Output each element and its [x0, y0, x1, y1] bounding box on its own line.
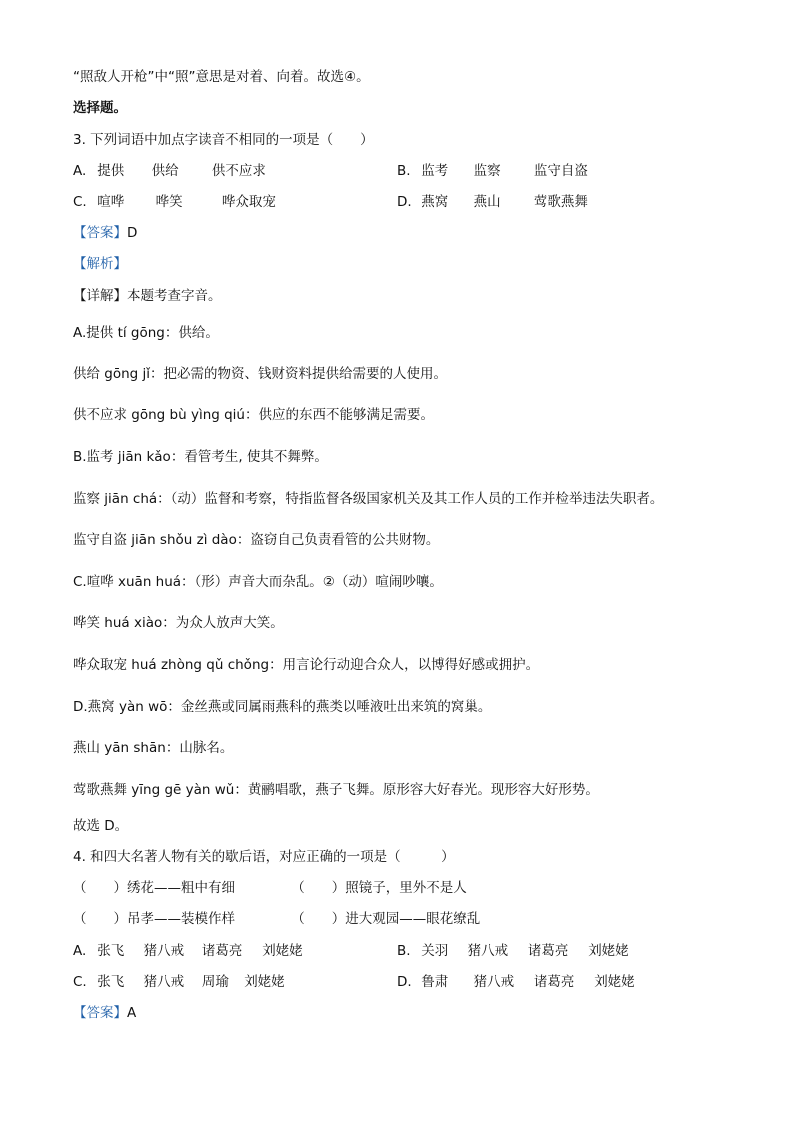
explanation-line: 哗笑 huá xiào：为众人放声大笑。: [73, 615, 284, 631]
detail-tag: 【详解】: [73, 288, 127, 304]
q3-option-c: C. 喧哗 哗笑 哗众取宠: [73, 194, 276, 210]
explanation-line: B.监考 jiān kǎo：看管考生, 使其不舞弊。: [73, 449, 328, 465]
explanation-line: A.提供 tí gōng：供给。: [73, 325, 219, 341]
q4-blank-item: （ ）吊孝——装模作样: [73, 911, 235, 927]
q4-blank-row: [73, 879, 467, 897]
q3-option-a: A. 提供 供给 供不应求: [73, 163, 266, 179]
explanation-line: 监守自盗 jiān shǒu zì dào：盗窃自己负责看管的公共财物。: [73, 532, 440, 548]
detail-text: 本题考查字音。: [127, 288, 222, 304]
q3-option-d: D. 燕窝 燕山 莺歌燕舞: [397, 194, 588, 210]
explanation-line: 燕山 yān shān：山脉名。: [73, 740, 234, 756]
q4-blank-item: （ ）绣花——粗中有细: [73, 880, 235, 896]
q4-stem: 4. 和四大名著人物有关的歇后语，对应正确的一项是（ ）: [73, 849, 455, 865]
q4-blank-item: （ ）进大观园——眼花缭乱: [291, 911, 481, 927]
explanation-line: 监察 jiān chá：（动）监督和考察，特指监督各级国家机关及其工作人员的工作并检举违法失职者。: [73, 491, 664, 507]
answer-tag: 【答案】: [73, 1005, 127, 1021]
q4-option-c: C. 张飞 猪八戒 周瑜 刘姥姥: [73, 974, 285, 990]
q3-detail: [73, 287, 222, 305]
intro-line: “照敌人开枪”中“照”意思是对着、向着。故选④。: [73, 69, 370, 85]
q3-stem: 3. 下列词语中加点字读音不相同的一项是（ ）: [73, 132, 374, 148]
explanation-line: C.喧哗 xuān huá：（形）声音大而杂乱。②（动）喧闹吵嚷。: [73, 574, 443, 590]
answer-value: A: [127, 1005, 137, 1021]
section-title: 选择题。: [73, 100, 127, 116]
explanation-line: 莺歌燕舞 yīng gē yàn wǔ：黄鹂唱歌，燕子飞舞。原形容大好春光。现形容大好形势。: [73, 782, 599, 798]
explanation-line: 哗众取宠 huá zhòng qǔ chǒng：用言论行动迎合众人，以博得好感或拥护。: [73, 657, 540, 673]
q4-option-a: A. 张飞 猪八戒 诸葛亮 刘姥姥: [73, 943, 303, 959]
q4-answer: [73, 1004, 136, 1022]
explanation-line: 供给 gōng jǐ：把必需的物资、钱财资料提供给需要的人使用。: [73, 366, 448, 382]
answer-value: D: [127, 225, 138, 241]
q4-blank-row: [73, 910, 480, 928]
q3-answer: [73, 224, 137, 242]
explanation-line: 供不应求 gōng bù yìng qiú：供应的东西不能够满足需要。: [73, 407, 434, 423]
q3-option-b: B. 监考 监察 监守自盗: [397, 163, 588, 179]
answer-tag: 【答案】: [73, 225, 127, 241]
q4-option-b: B. 关羽 猪八戒 诸葛亮 刘姥姥: [397, 943, 629, 959]
q4-blank-item: （ ）照镜子，里外不是人: [291, 880, 467, 896]
explanation-line: D.燕窝 yàn wō：金丝燕或同属雨燕科的燕类以唾液吐出来筑的窝巢。: [73, 699, 492, 715]
q3-conclusion: 故选 D。: [73, 818, 129, 834]
analysis-tag: 【解析】: [73, 256, 127, 272]
q4-option-d: D. 鲁肃 猪八戒 诸葛亮 刘姥姥: [397, 974, 635, 990]
